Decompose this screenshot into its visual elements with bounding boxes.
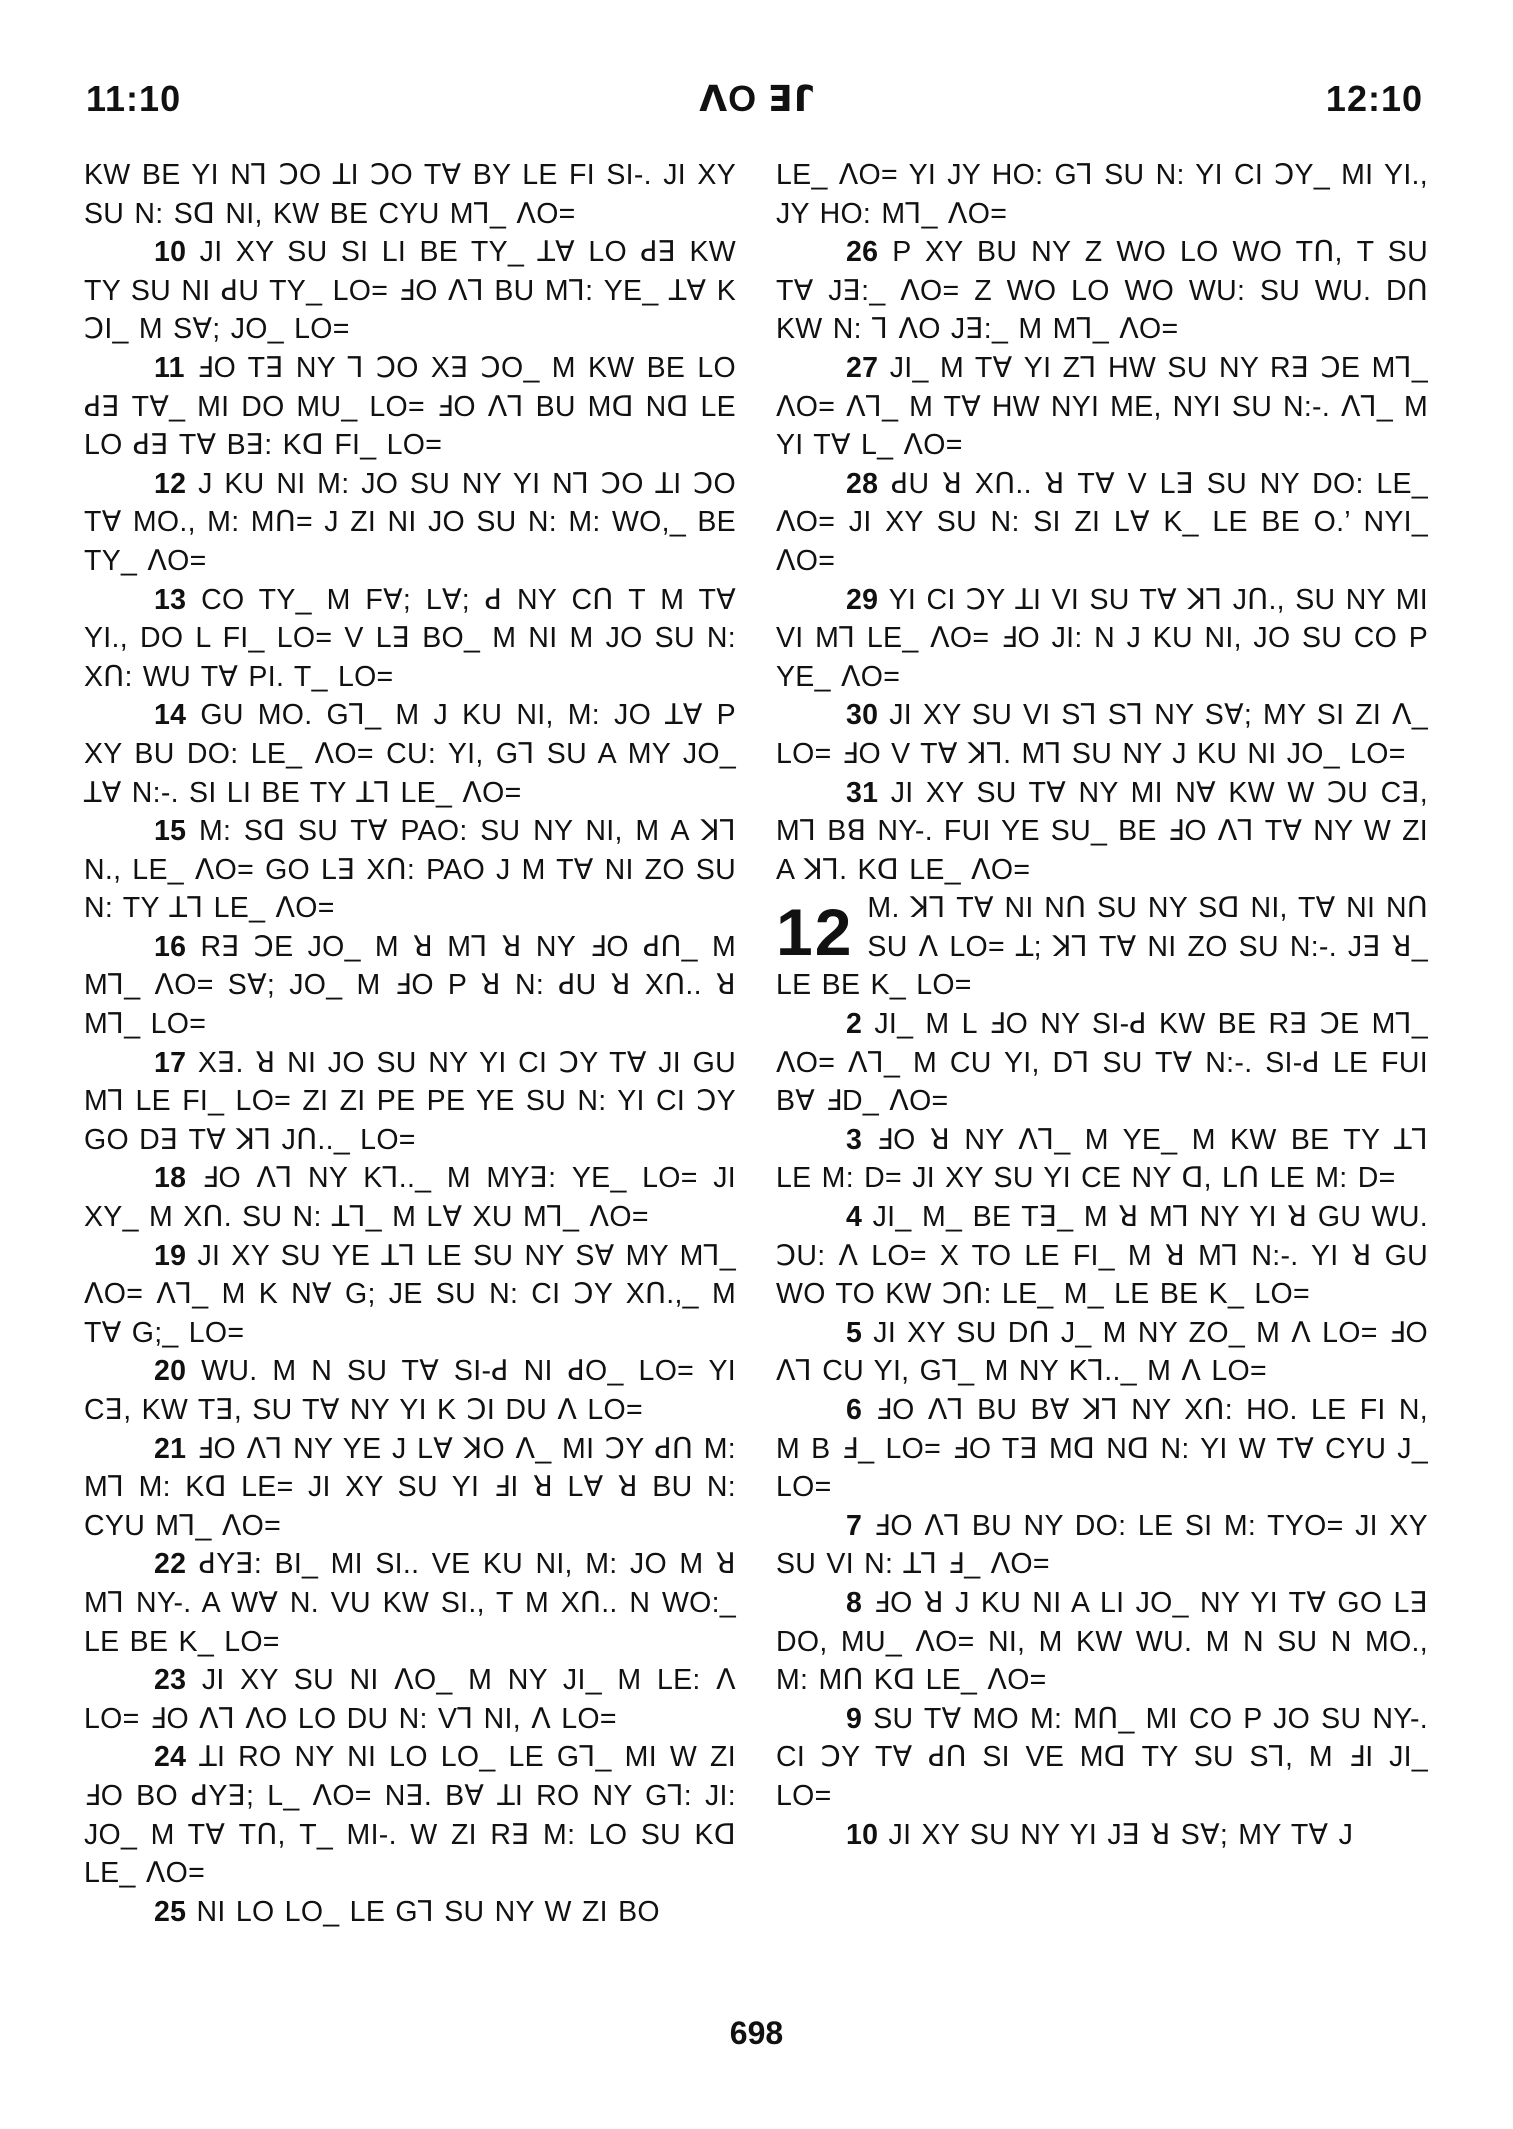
- verse: [84, 349, 736, 465]
- verse-number: 27: [846, 351, 890, 384]
- verse-text: CO TY_ M Fꓯ; Lꓯ; ꓒ NY Cꓵ T M Tꓯ YI., DO L FI_ LO= V Lꓱ BO_ M NI M JO SU N: Xꓵ: WU Tꓯ PI. T_ LO=: [84, 583, 736, 693]
- verse: [776, 1584, 1428, 1700]
- verse-number: 31: [846, 776, 891, 809]
- verse-text: LE_ ꓥO= YI JY HO: Gꓶ SU N: YI CI ꓛY_ MI YI., JY HO: Mꓶ_ ꓥO=: [776, 159, 1428, 230]
- verse-text: JI XY SU SI LI BE TY_ ꓕꓯ LO ꓒꓱ KW TY SU NI ꓒU TY_ LO= ꓞO ꓥꓶ BU Mꓶ: YE_ ꓕꓯ K ꓛI_ M Sꓯ; JO_ LO=: [84, 236, 736, 346]
- verse: [84, 1159, 736, 1236]
- verse-number: 12: [154, 467, 199, 500]
- verse-number: 13: [154, 583, 202, 616]
- verse-number: 28: [846, 467, 892, 500]
- verse-text: JI XY SU NI ꓥO_ M NY JI_ M LE: ꓥ LO= ꓞO ꓥꓶ ꓥO LO DU N: Vꓶ NI, ꓥ LO=: [84, 1664, 736, 1735]
- header-right-reference: 12:10: [1325, 78, 1423, 119]
- verse-number: 8: [846, 1586, 874, 1619]
- verse: [776, 1816, 1428, 1855]
- verse-text: ꓞO ꓤ NY ꓥꓶ_ M YE_ M KW BE TY ꓕꓶ LE M: D= JI XY SU YI CE NY ꓷ, Lꓵ LE M: D=: [776, 1123, 1428, 1195]
- verse-text: ꓒU ꓤ Xꓵ.. ꓤ Tꓯ V Lꓱ SU NY DO: LE_ ꓥO= JI XY SU N: SI ZI Lꓯ K_ LE BE O.’ NYI_ ꓥO=: [776, 467, 1428, 577]
- verse: [776, 581, 1428, 697]
- header-book-title: ꓥO ꓱꓩ: [699, 78, 814, 119]
- verse-number: 26: [846, 236, 893, 269]
- verse-number: 4: [846, 1201, 873, 1234]
- verse: [776, 1005, 1428, 1121]
- verse-number: 22: [154, 1548, 199, 1581]
- verse-text: JI XY SU NY YI Jꓱ ꓤ Sꓯ; MY Tꓯ J: [888, 1818, 1354, 1851]
- verse-text: GU MO. Gꓶ_ M J KU NI, M: JO ꓕꓯ P XY BU DO: LE_ ꓥO= CU: YI, Gꓶ SU A MY JO_ ꓕꓯ N:-. SI LI BE TY ꓕꓶ LE_ ꓥO=: [84, 699, 736, 809]
- verse-text: M: Sꓷ SU Tꓯ PAO: SU NY NI, M A ꓘꓶ N., LE_ ꓥO= GO Lꓱ Xꓵ: PAO J M Tꓯ NI ZO SU N: TY ꓕꓶ LE_ ꓥO=: [84, 815, 736, 925]
- verse-text: ꓞO ꓥꓶ BU Bꓯ ꓘꓶ NY Xꓵ: HO. LE FI N, M B ꓞ_ LO= ꓞO Tꓱ Mꓷ Nꓷ N: YI W Tꓯ CYU J_ LO=: [776, 1394, 1429, 1504]
- verse: [84, 928, 736, 1044]
- verse-text: JI XY SU VI Sꓶ Sꓶ NY Sꓯ; MY SI ZI ꓥ_ LO= ꓞO V Tꓯ ꓘꓶ. Mꓶ SU NY J KU NI JO_ LO=: [776, 699, 1428, 770]
- verse-text: JI_ M_ BE Tꓱ_ M ꓤ Mꓶ NY YI ꓤ GU WU. ꓛU: ꓥ LO= X TO LE FI_ M ꓤ Mꓶ N:-. YI ꓤ GU WO TO KW ꓛꓵ: LE_ M_ LE BE K_ LO=: [776, 1201, 1428, 1311]
- verse-number: 18: [154, 1162, 202, 1195]
- verse: [84, 1430, 736, 1546]
- verse-text: WU. M N SU Tꓯ SI-ꓒ NI ꓒO_ LO= YI Cꓱ, KW Tꓱ, SU Tꓯ NY YI K ꓛI DU ꓥ LO=: [84, 1355, 736, 1426]
- verse-number: 3: [846, 1123, 877, 1156]
- verse-text: JI_ M Tꓯ YI Zꓶ HW SU NY Rꓱ ꓛE Mꓶ_ ꓥO= ꓥꓶ_ M Tꓯ HW NYI ME, NYI SU N:-. ꓥꓶ_ M YI Tꓯ L_ ꓥO=: [776, 351, 1428, 462]
- verse: [84, 812, 736, 928]
- verse-text: ꓕI RO NY NI LO LO_ LE Gꓶ_ MI W ZI ꓞO BO ꓒYꓱ; L_ ꓥO= Nꓱ. Bꓯ ꓕI RO NY Gꓶ: JI: JO_ M Tꓯ Tꓵ, T_ MI-. W ZI Rꓱ M: LO SU Kꓷ LE_ ꓥO=: [84, 1741, 736, 1890]
- chapter-number: 12: [776, 895, 854, 970]
- verse-number: 2: [846, 1008, 875, 1041]
- verse: [776, 465, 1428, 581]
- verse: [776, 1121, 1428, 1198]
- verse-number: 21: [154, 1432, 197, 1465]
- verse: [84, 233, 736, 349]
- verse: [776, 1391, 1428, 1507]
- verse-number: 16: [154, 930, 201, 963]
- verse-number: 29: [846, 583, 889, 616]
- verse-number: 17: [154, 1046, 198, 1079]
- verse: [84, 1738, 736, 1892]
- verse: [84, 1893, 736, 1932]
- verse-text: NI LO LO_ LE Gꓶ SU NY W ZI BO: [196, 1895, 660, 1928]
- verse: [84, 156, 736, 233]
- verse-text: Xꓱ. ꓤ NI JO SU NY YI CI ꓛY Tꓯ JI GU Mꓶ LE FI_ LO= ZI ZI PE PE YE SU N: YI CI ꓛY GO Dꓱ Tꓯ ꓘꓶ Jꓵ.._ LO=: [84, 1046, 736, 1156]
- left-text-column: [84, 156, 736, 1931]
- verse-text: Rꓱ ꓛE JO_ M ꓤ Mꓶ ꓤ NY ꓞO ꓒꓵ_ M Mꓶ_ ꓥO= Sꓯ; JO_ M ꓞO P ꓤ N: ꓒU ꓤ Xꓵ.. ꓤ Mꓶ_ LO=: [84, 930, 736, 1041]
- verse-number: 9: [846, 1702, 874, 1735]
- verse-text: JI XY SU Dꓵ J_ M NY ZO_ M ꓥ LO= ꓞO ꓥꓶ CU YI, Gꓶ_ M NY Kꓶ.._ M ꓥ LO=: [776, 1316, 1429, 1388]
- verse: [776, 1314, 1428, 1391]
- verse-number: 19: [154, 1239, 198, 1272]
- verse-text: JI_ M L ꓞO NY SI-ꓒ KW BE Rꓱ ꓛE Mꓶ_ ꓥO= ꓥꓶ_ M CU YI, Dꓶ SU Tꓯ N:-. SI-ꓒ LE FUI Bꓯ ꓞD_ ꓥO=: [776, 1008, 1428, 1118]
- verse: [776, 774, 1428, 890]
- verse-text: P XY BU NY Z WO LO WO Tꓵ, T SU Tꓯ Jꓱ:_ ꓥO= Z WO LO WO WU: SU WU. Dꓵ KW N: ꓶ ꓥO Jꓱ:_ M Mꓶ_ ꓥO=: [776, 236, 1428, 346]
- verse-number: 24: [154, 1741, 200, 1774]
- verse-number: 20: [154, 1355, 202, 1388]
- verse: [84, 465, 736, 581]
- verse: [776, 349, 1428, 465]
- verse-number: 6: [846, 1394, 876, 1426]
- chapter-start: [776, 889, 1428, 1005]
- verse-number: 23: [154, 1664, 202, 1697]
- verse-text: KW BE YI Nꓶ ꓛO ꓕI ꓛO Tꓯ BY LE FI SI-. JI XY SU N: Sꓷ NI, KW BE CYU Mꓶ_ ꓥO=: [84, 159, 736, 230]
- right-text-column: [776, 156, 1428, 1854]
- verse: [776, 156, 1428, 233]
- verse-text: ꓞO Tꓱ NY ꓶ ꓛO Xꓱ ꓛO_ M KW BE LO ꓒꓱ Tꓯ_ MI DO MU_ LO= ꓞO ꓥꓶ BU Mꓷ Nꓷ LE LO ꓒꓱ Tꓯ Bꓱ: Kꓷ FI_ LO=: [84, 351, 736, 462]
- verse-number: 10: [154, 236, 200, 269]
- verse-text: ꓒYꓱ: BI_ MI SI.. VE KU NI, M: JO M ꓤ Mꓶ NY-. A Wꓯ N. VU KW SI., T M Xꓵ.. N WO:_ LE BE K_ LO=: [84, 1548, 736, 1658]
- page-number: 698: [729, 2015, 784, 2051]
- verse-text: ꓞO ꓤ J KU NI A LI JO_ NY YI Tꓯ GO Lꓱ DO, MU_ ꓥO= NI, M KW WU. M N SU N MO., M: Mꓵ Kꓷ LE_ ꓥO=: [776, 1586, 1429, 1697]
- verse: [776, 1700, 1428, 1816]
- verse-text: ꓞO ꓥꓶ BU NY DO: LE SI M: TYO= JI XY SU VI N: ꓕꓶ ꓞ_ ꓥO=: [776, 1509, 1428, 1581]
- verse-text: YI CI ꓛY ꓕI VI SU Tꓯ ꓘꓶ Jꓵ., SU NY MI VI Mꓶ LE_ ꓥO= ꓞO JI: N J KU NI, JO SU CO P YE_ ꓥO=: [776, 583, 1428, 693]
- verse: [84, 696, 736, 812]
- verse-text: ꓞO ꓥꓶ NY Kꓶ.._ M MYꓱ: YE_ LO= JI XY_ M Xꓵ. SU N: ꓕꓶ_ M Lꓯ XU Mꓶ_ ꓥO=: [84, 1162, 736, 1234]
- verse-text: M. ꓘꓶ Tꓯ NI Nꓵ SU NY Sꓷ NI, Tꓯ NI Nꓵ SU ꓥ LO= ꓕ; ꓘꓶ Tꓯ NI ZO SU N:-. Jꓱ ꓤ_ LE BE K_ LO=: [776, 892, 1428, 1002]
- verse-number: 5: [846, 1316, 874, 1349]
- verse-text: JI XY SU Tꓯ NY MI Nꓯ KW W ꓛU Cꓱ, Mꓶ Bꓭ NY-. FUI YE SU_ BE ꓞO ꓥꓶ Tꓯ NY W ZI A ꓘꓶ. Kꓷ LE_ ꓥO=: [776, 776, 1428, 886]
- verse-text: J KU NI M: JO SU NY YI Nꓶ ꓛO ꓕI ꓛO Tꓯ MO., M: Mꓵ= J ZI NI JO SU N: M: WO,_ BE TY_ ꓥO=: [84, 467, 736, 577]
- verse-number: 30: [846, 699, 890, 732]
- verse: [84, 1545, 736, 1661]
- verse: [84, 1237, 736, 1353]
- verse-number: 25: [154, 1895, 197, 1928]
- verse-number: 15: [154, 815, 199, 848]
- verse-number: 10: [846, 1818, 889, 1851]
- verse: [84, 1661, 736, 1738]
- verse: [84, 1044, 736, 1160]
- verse-number: 7: [846, 1509, 874, 1542]
- verse: [776, 696, 1428, 773]
- verse-number: 11: [154, 351, 197, 384]
- verse: [776, 233, 1428, 349]
- verse: [84, 581, 736, 697]
- verse-text: JI XY SU YE ꓕꓶ LE SU NY Sꓯ MY Mꓶ_ ꓥO= ꓥꓶ_ M K Nꓯ G; JE SU N: CI ꓛY Xꓵ.,_ M Tꓯ G;_ LO=: [84, 1239, 736, 1349]
- verse: [84, 1352, 736, 1429]
- verse-text: ꓞO ꓥꓶ NY YE J Lꓯ ꓘO ꓥ_ MI ꓛY ꓒꓵ M: Mꓶ M: Kꓷ LE= JI XY SU YI ꓞI ꓤ Lꓯ ꓤ BU N: CYU Mꓶ_ ꓥO=: [84, 1432, 736, 1542]
- verse: [776, 1507, 1428, 1584]
- verse-number: 14: [154, 699, 201, 732]
- verse-text: SU Tꓯ MO M: Mꓵ_ MI CO P JO SU NY-. CI ꓛY Tꓯ ꓒꓵ SI VE Mꓷ TY SU Sꓶ, M ꓞI JI_ LO=: [776, 1702, 1428, 1812]
- verse: [776, 1198, 1428, 1314]
- header-left-reference: 11:10: [86, 78, 182, 119]
